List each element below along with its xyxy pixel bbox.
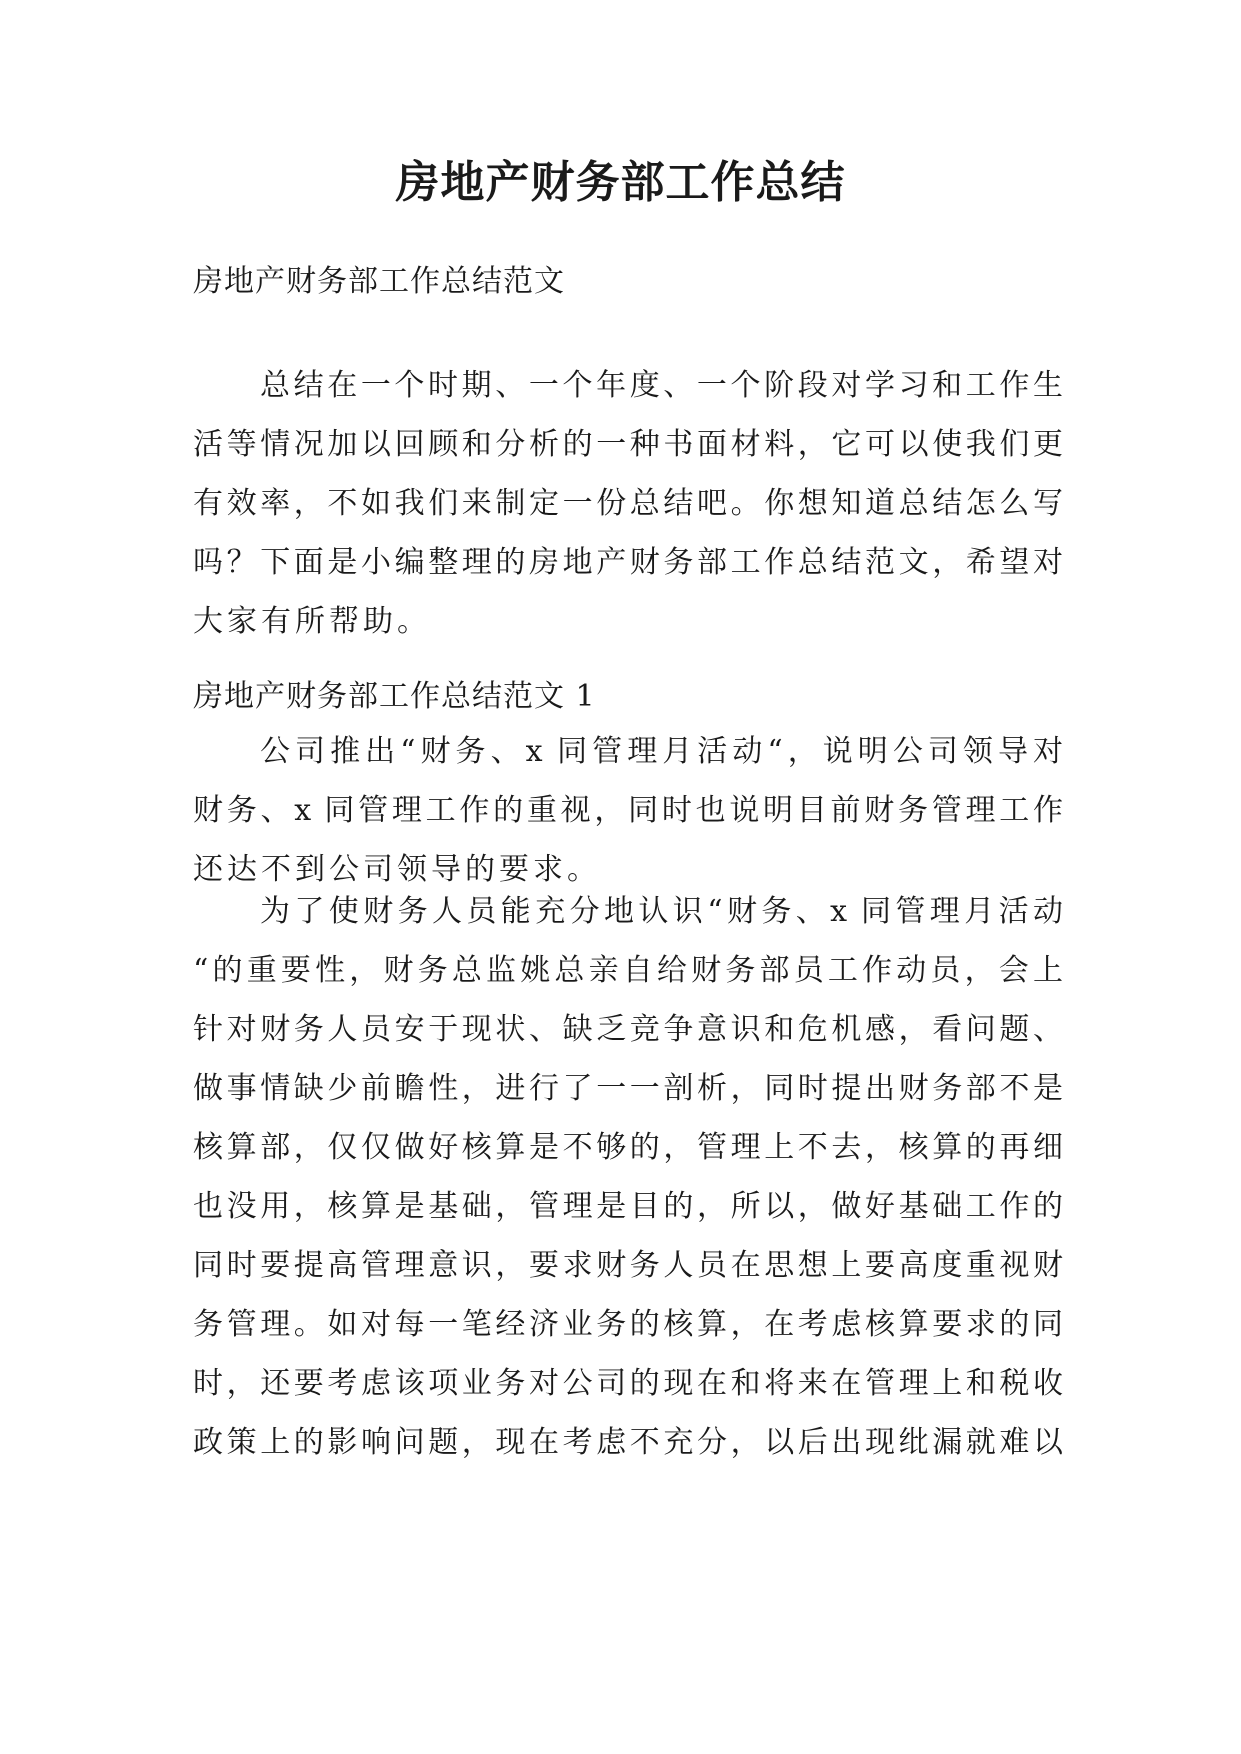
- paragraph-line: 公司推出“财务、x 同管理月活动“，说明公司领导对: [260, 734, 1063, 769]
- paragraph-line: 也没用，核算是基础，管理是目的，所以，做好基础工作的: [193, 1189, 1063, 1224]
- paragraph-1: [193, 722, 1063, 899]
- page-title: 房地产财务部工作总结: [395, 157, 846, 208]
- paragraph-line: 总结在一个时期、一个年度、一个阶段对学习和工作生: [260, 368, 1063, 403]
- document-subtitle: 房地产财务部工作总结范文: [193, 264, 565, 299]
- paragraph-2: [193, 882, 1063, 1472]
- paragraph-line: “的重要性，财务总监姚总亲自给财务部员工作动员，会上: [193, 953, 1063, 988]
- paragraph-line: 政策上的影响问题，现在考虑不充分，以后出现纰漏就难以: [193, 1425, 1063, 1460]
- paragraph-line: 针对财务人员安于现状、缺乏竞争意识和危机感，看问题、: [193, 1012, 1063, 1047]
- paragraph-line: 吗？下面是小编整理的房地产财务部工作总结范文，希望对: [193, 545, 1063, 580]
- paragraph-line: 核算部，仅仅做好核算是不够的，管理上不去，核算的再细: [193, 1130, 1063, 1165]
- paragraph-line: 还达不到公司领导的要求。: [193, 852, 601, 887]
- paragraph-line: 大家有所帮助。: [193, 604, 431, 639]
- paragraph-line: 为了使财务人员能充分地认识“财务、x 同管理月活动: [260, 894, 1063, 929]
- paragraph-line: 做事情缺少前瞻性，进行了一一剖析，同时提出财务部不是: [193, 1071, 1063, 1106]
- section-heading: 房地产财务部工作总结范文 1: [193, 679, 596, 714]
- paragraph-line: 有效率，不如我们来制定一份总结吧。你想知道总结怎么写: [193, 486, 1063, 521]
- paragraph-line: 时，还要考虑该项业务对公司的现在和将来在管理上和税收: [193, 1366, 1063, 1401]
- intro-paragraph: [193, 356, 1063, 651]
- paragraph-line: 同时要提高管理意识，要求财务人员在思想上要高度重视财: [193, 1248, 1063, 1283]
- paragraph-line: 活等情况加以回顾和分析的一种书面材料，它可以使我们更: [193, 427, 1063, 462]
- paragraph-line: 务管理。如对每一笔经济业务的核算，在考虑核算要求的同: [193, 1307, 1063, 1342]
- paragraph-line: 财务、x 同管理工作的重视，同时也说明目前财务管理工作: [193, 793, 1063, 828]
